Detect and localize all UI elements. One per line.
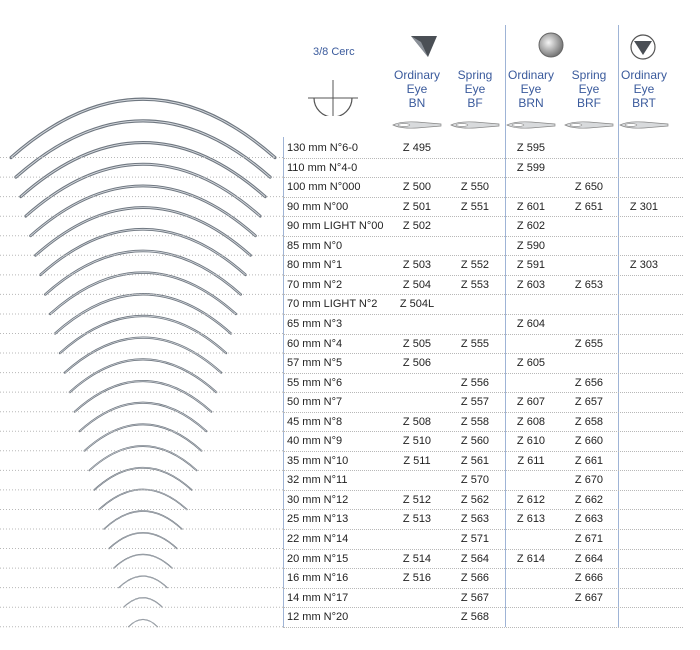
row-size-label: 70 mm N°2 bbox=[287, 278, 343, 291]
needle-eye-icon bbox=[391, 119, 443, 131]
needle-highlight bbox=[75, 381, 212, 412]
round-point-icon bbox=[535, 30, 567, 60]
row-divider bbox=[283, 509, 683, 510]
needle-highlight bbox=[119, 576, 167, 588]
row-divider bbox=[283, 568, 683, 569]
row-size-label: 45 mm N°8 bbox=[287, 415, 343, 428]
needle-highlight bbox=[129, 619, 158, 626]
code-cell-brf: Z 670 bbox=[574, 474, 604, 487]
code-cell-bf: Z 563 bbox=[460, 513, 490, 526]
row-size-label: 65 mm N°3 bbox=[287, 317, 343, 330]
row-size-label: 32 mm N°11 bbox=[287, 474, 348, 487]
code-cell-bf: Z 557 bbox=[460, 396, 490, 409]
code-cell-bf: Z 556 bbox=[460, 376, 490, 389]
row-size-label: 20 mm N°15 bbox=[287, 552, 349, 565]
row-size-label: 60 mm N°4 bbox=[287, 337, 343, 350]
column-header-line3: BRT bbox=[632, 96, 656, 110]
code-cell-bn: Z 503 bbox=[402, 259, 432, 272]
code-cell-bn: Z 508 bbox=[402, 415, 432, 428]
column-header-line2: Eye bbox=[633, 82, 655, 96]
code-cell-brn: Z 608 bbox=[516, 415, 546, 428]
needle-highlight bbox=[99, 489, 187, 509]
needle-highlight bbox=[16, 121, 270, 177]
row-size-label: 80 mm N°1 bbox=[287, 259, 343, 272]
row-size-label: 90 mm N°00 bbox=[287, 200, 349, 213]
needle-eye-icon bbox=[618, 119, 670, 131]
row-divider bbox=[283, 275, 683, 276]
circle-diagram-icon bbox=[304, 80, 362, 116]
code-cell-bf: Z 571 bbox=[460, 533, 490, 545]
code-cell-brn: Z 605 bbox=[516, 357, 546, 370]
column-header-line1: Ordinary bbox=[393, 68, 440, 82]
row-divider bbox=[283, 529, 683, 530]
row-divider bbox=[283, 607, 683, 608]
needle-eye-icon bbox=[563, 119, 615, 131]
column-divider bbox=[283, 137, 284, 627]
code-cell-bf: Z 562 bbox=[460, 493, 490, 506]
code-cell-bn: Z 502 bbox=[402, 220, 432, 233]
row-divider bbox=[283, 334, 683, 335]
triangle-point-icon bbox=[409, 33, 439, 59]
row-divider bbox=[283, 158, 683, 159]
row-divider bbox=[283, 177, 683, 178]
column-header-line2: Eye bbox=[578, 82, 600, 96]
column-header-line2: Eye bbox=[520, 82, 542, 96]
row-size-label: 12 mm N°20 bbox=[287, 611, 349, 624]
code-cell-brt: Z 303 bbox=[629, 259, 659, 272]
code-cell-bn: Z 505 bbox=[402, 337, 432, 350]
needle-highlight bbox=[65, 338, 221, 373]
code-cell-brf: Z 650 bbox=[574, 181, 604, 194]
code-cell-bf: Z 552 bbox=[460, 259, 490, 272]
needle-highlight bbox=[89, 446, 196, 470]
row-size-label: 85 mm N°0 bbox=[287, 239, 343, 252]
column-header-line3: BRN bbox=[518, 96, 544, 110]
code-cell-bn: Z 513 bbox=[402, 513, 432, 526]
row-size-label: 40 mm N°9 bbox=[287, 435, 343, 448]
row-size-label: 50 mm N°7 bbox=[287, 396, 343, 409]
code-cell-bn: Z 504 bbox=[402, 278, 432, 291]
code-cell-brf: Z 655 bbox=[574, 337, 604, 350]
code-cell-bn: Z 510 bbox=[402, 435, 432, 448]
code-cell-bn: Z 511 bbox=[403, 454, 431, 467]
code-cell-brf: Z 660 bbox=[574, 435, 604, 448]
row-divider bbox=[283, 392, 683, 393]
code-cell-bf: Z 564 bbox=[460, 552, 490, 565]
column-header-line1: Ordinary bbox=[507, 68, 554, 82]
code-cell-bf: Z 555 bbox=[460, 337, 490, 350]
code-cell-bf: Z 558 bbox=[460, 415, 490, 428]
needle-highlight bbox=[36, 208, 251, 256]
code-cell-bf: Z 553 bbox=[460, 278, 490, 291]
column-header-line3: BF bbox=[467, 96, 483, 110]
needle-highlight bbox=[21, 143, 265, 197]
code-cell-brn: Z 601 bbox=[516, 200, 546, 213]
row-divider bbox=[283, 236, 683, 237]
column-header-line3: BRF bbox=[577, 96, 601, 110]
code-cell-brf: Z 671 bbox=[574, 533, 604, 545]
code-cell-brn: Z 612 bbox=[516, 493, 546, 506]
code-cell-brf: Z 656 bbox=[574, 376, 604, 389]
row-divider bbox=[283, 373, 683, 374]
row-size-label: 90 mm LIGHT N°00 bbox=[287, 220, 384, 233]
code-cell-bn: Z 495 bbox=[402, 142, 432, 154]
code-cell-brf: Z 663 bbox=[574, 513, 604, 526]
row-size-label: 55 mm N°6 bbox=[287, 376, 343, 389]
needle-eye-icon bbox=[449, 119, 501, 131]
code-cell-brf: Z 661 bbox=[574, 454, 604, 467]
code-cell-brn: Z 603 bbox=[516, 278, 546, 291]
code-cell-bn: Z 512 bbox=[402, 493, 432, 506]
row-divider bbox=[283, 294, 683, 295]
code-cell-brn: Z 595 bbox=[516, 142, 546, 154]
code-cell-brf: Z 666 bbox=[574, 572, 604, 585]
code-cell-bf: Z 570 bbox=[460, 474, 490, 487]
needle-highlight bbox=[70, 359, 216, 392]
row-size-label: 35 mm N°10 bbox=[287, 454, 349, 467]
code-cell-brn: Z 599 bbox=[516, 161, 546, 174]
code-cell-brf: Z 662 bbox=[574, 493, 604, 506]
row-divider bbox=[283, 197, 683, 198]
needle-highlight bbox=[104, 511, 182, 529]
row-size-label: 25 mm N°13 bbox=[287, 513, 349, 526]
code-cell-bf: Z 567 bbox=[460, 591, 490, 604]
code-cell-bf: Z 561 bbox=[460, 454, 490, 467]
row-size-label: 16 mm N°16 bbox=[287, 572, 349, 585]
row-size-label: 57 mm N°5 bbox=[287, 357, 343, 370]
row-divider bbox=[283, 314, 683, 315]
code-cell-brf: Z 657 bbox=[574, 396, 604, 409]
code-cell-brn: Z 611 bbox=[517, 454, 545, 467]
row-divider bbox=[283, 353, 683, 354]
column-header-line1: Ordinary bbox=[620, 68, 667, 82]
code-cell-brn: Z 602 bbox=[516, 220, 546, 233]
code-cell-brn: Z 590 bbox=[516, 239, 546, 252]
row-size-label: 22 mm N°14 bbox=[287, 533, 349, 545]
row-divider bbox=[283, 549, 683, 550]
code-cell-bf: Z 568 bbox=[460, 611, 490, 624]
row-size-label: 100 mm N°000 bbox=[287, 181, 361, 194]
code-cell-brf: Z 653 bbox=[574, 278, 604, 291]
row-size-label: 30 mm N°12 bbox=[287, 493, 349, 506]
tri-cut-point-icon bbox=[628, 33, 658, 61]
code-cell-bf: Z 560 bbox=[460, 435, 490, 448]
code-cell-bf: Z 551 bbox=[460, 200, 490, 213]
code-cell-bn: Z 504L bbox=[399, 298, 435, 311]
row-divider bbox=[283, 588, 683, 589]
cerc-label: 3/8 Cerc bbox=[313, 46, 355, 58]
code-cell-brn: Z 591 bbox=[516, 259, 546, 272]
needle-highlight bbox=[94, 468, 191, 490]
row-size-label: 70 mm LIGHT N°2 bbox=[287, 298, 378, 311]
needle-highlight bbox=[124, 598, 163, 607]
code-cell-brn: Z 610 bbox=[516, 435, 546, 448]
row-divider bbox=[283, 216, 683, 217]
code-cell-bf: Z 566 bbox=[460, 572, 490, 585]
needle-eye-icon bbox=[505, 119, 557, 131]
row-divider bbox=[283, 431, 683, 432]
code-cell-brn: Z 614 bbox=[516, 552, 546, 565]
code-cell-bn: Z 500 bbox=[402, 181, 432, 194]
code-cell-bn: Z 506 bbox=[402, 357, 432, 370]
code-cell-bn: Z 514 bbox=[402, 552, 432, 565]
needle-highlight bbox=[114, 554, 172, 568]
row-divider bbox=[283, 412, 683, 413]
code-cell-brn: Z 613 bbox=[516, 513, 546, 526]
column-divider bbox=[618, 25, 619, 627]
row-divider bbox=[283, 255, 683, 256]
code-cell-brt: Z 301 bbox=[629, 200, 659, 213]
column-header-line1: Spring bbox=[457, 68, 493, 82]
column-header-line1: Spring bbox=[571, 68, 607, 82]
needle-highlight bbox=[109, 533, 177, 549]
row-divider bbox=[283, 451, 683, 452]
code-cell-bn: Z 501 bbox=[402, 200, 432, 213]
row-divider bbox=[283, 490, 683, 491]
code-cell-bn: Z 516 bbox=[402, 572, 432, 585]
code-cell-brf: Z 667 bbox=[574, 591, 604, 604]
column-header-line3: BN bbox=[408, 96, 426, 110]
code-cell-brf: Z 658 bbox=[574, 415, 604, 428]
column-header-line2: Eye bbox=[464, 82, 486, 96]
code-cell-brn: Z 607 bbox=[516, 396, 546, 409]
needle-highlight bbox=[80, 403, 207, 432]
row-size-label: 130 mm N°6-0 bbox=[287, 142, 359, 154]
column-header-line2: Eye bbox=[406, 82, 428, 96]
code-cell-brn: Z 604 bbox=[516, 317, 546, 330]
row-size-label: 110 mm N°4-0 bbox=[287, 161, 358, 174]
code-cell-brf: Z 664 bbox=[574, 552, 604, 565]
needle-highlight bbox=[60, 316, 226, 353]
row-divider bbox=[283, 470, 683, 471]
row-divider bbox=[283, 627, 683, 628]
code-cell-brf: Z 651 bbox=[574, 200, 604, 213]
row-size-label: 14 mm N°17 bbox=[287, 591, 349, 604]
code-cell-bf: Z 550 bbox=[460, 181, 490, 194]
